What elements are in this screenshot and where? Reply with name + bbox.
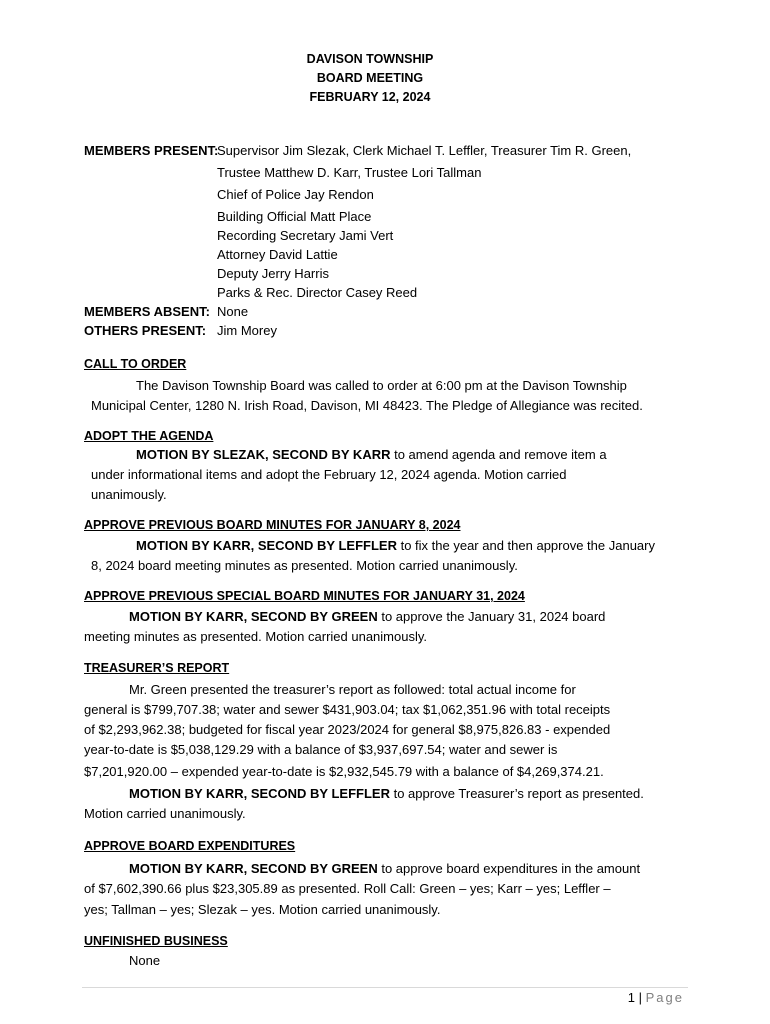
footer-divider: [82, 987, 688, 988]
others-present-value: Jim Morey: [217, 323, 277, 338]
heading-board-expenditures: APPROVE BOARD EXPENDITURES: [84, 839, 296, 853]
motion-text: to approve Treasurer’s report as presented.: [389, 786, 644, 801]
members-present-label: MEMBERS PRESENT:: [84, 143, 219, 158]
motion-label: MOTION BY KARR, SECOND BY GREEN: [129, 861, 378, 876]
page-number: 1: [627, 990, 636, 1005]
members-present-line: Recording Secretary Jami Vert: [217, 228, 394, 243]
treasurer-text: of $2,293,962.38; budgeted for fiscal year 2023/2024 for general $8,975,826.83 - expended: [84, 722, 611, 737]
previous-minutes-text: 8, 2024 board meeting minutes as presented. Motion carried unanimously.: [91, 558, 518, 573]
header-township: DAVISON TOWNSHIP: [306, 52, 434, 66]
special-minutes-text: meeting minutes as presented. Motion carried unanimously.: [84, 629, 427, 644]
motion-text: to approve the January 31, 2024 board: [377, 609, 606, 624]
members-present-line: Attorney David Lattie: [217, 247, 338, 262]
members-present-line: Trustee Matthew D. Karr, Trustee Lori Tallman: [217, 165, 482, 180]
heading-call-to-order: CALL TO ORDER: [84, 357, 187, 371]
header-date: FEBRUARY 12, 2024: [309, 90, 431, 104]
heading-adopt-agenda: ADOPT THE AGENDA: [84, 429, 214, 443]
footer-separator: |: [635, 990, 646, 1005]
header-meeting: BOARD MEETING: [316, 71, 424, 85]
expenditures-motion-line: [129, 861, 640, 876]
members-absent-label: MEMBERS ABSENT:: [84, 304, 210, 319]
adopt-agenda-text: under informational items and adopt the February 12, 2024 agenda. Motion carried: [91, 467, 567, 482]
treasurer-motion-line: [129, 786, 644, 801]
motion-label: MOTION BY KARR, SECOND BY LEFFLER: [129, 786, 390, 801]
motion-label: MOTION BY SLEZAK, SECOND BY KARR: [136, 447, 391, 462]
motion-text: to amend agenda and remove item a: [390, 447, 607, 462]
motion-text: to approve board expenditures in the amount: [377, 861, 641, 876]
members-present-line: Deputy Jerry Harris: [217, 266, 329, 281]
others-present-label: OTHERS PRESENT:: [84, 323, 207, 338]
members-present-line: Building Official Matt Place: [217, 209, 372, 224]
page-word: Page: [645, 990, 684, 1005]
page-footer: [628, 990, 684, 1005]
expenditures-text: of $7,602,390.66 plus $23,305.89 as presented. Roll Call: Green – yes; Karr – yes; Leffler –: [84, 881, 611, 896]
motion-label: MOTION BY KARR, SECOND BY LEFFLER: [136, 538, 397, 553]
adopt-agenda-motion-line: [136, 447, 607, 462]
expenditures-text: yes; Tallman – yes; Slezak – yes. Motion carried unanimously.: [84, 902, 441, 917]
treasurer-text: year-to-date is $5,038,129.29 with a balance of $3,937,697.54; water and sewer is: [84, 742, 558, 757]
members-absent-value: None: [217, 304, 249, 319]
previous-minutes-motion-line: [136, 538, 655, 553]
motion-label: MOTION BY KARR, SECOND BY GREEN: [129, 609, 378, 624]
call-to-order-text: The Davison Township Board was called to order at 6:00 pm at the Davison Township: [136, 378, 627, 393]
treasurer-text: $7,201,920.00 – expended year-to-date is $2,932,545.79 with a balance of $4,269,374.21.: [84, 764, 604, 779]
adopt-agenda-text: unanimously.: [91, 487, 167, 502]
treasurer-text: Mr. Green presented the treasurer’s report as followed: total actual income for: [129, 682, 576, 697]
motion-text: to fix the year and then approve the January: [396, 538, 655, 553]
heading-previous-special-minutes: APPROVE PREVIOUS SPECIAL BOARD MINUTES FOR JANUARY 31, 2024: [84, 589, 525, 603]
heading-treasurers-report: TREASURER’S REPORT: [84, 661, 230, 675]
unfinished-business-text: None: [129, 953, 161, 968]
members-present-line: Parks & Rec. Director Casey Reed: [217, 285, 418, 300]
treasurer-motion-text: Motion carried unanimously.: [84, 806, 246, 821]
members-present-line: Chief of Police Jay Rendon: [217, 187, 374, 202]
special-minutes-motion-line: [129, 609, 605, 624]
treasurer-text: general is $799,707.38; water and sewer $431,903.04; tax $1,062,351.96 with total receipts: [84, 702, 611, 717]
heading-previous-minutes: APPROVE PREVIOUS BOARD MINUTES FOR JANUARY 8, 2024: [84, 518, 461, 532]
call-to-order-text: Municipal Center, 1280 N. Irish Road, Davison, MI 48423. The Pledge of Allegiance was recited.: [91, 398, 643, 413]
document-header: [0, 50, 740, 107]
members-present-line: Supervisor Jim Slezak, Clerk Michael T. Leffler, Treasurer Tim R. Green,: [217, 143, 632, 158]
heading-unfinished-business: UNFINISHED BUSINESS: [84, 934, 228, 948]
